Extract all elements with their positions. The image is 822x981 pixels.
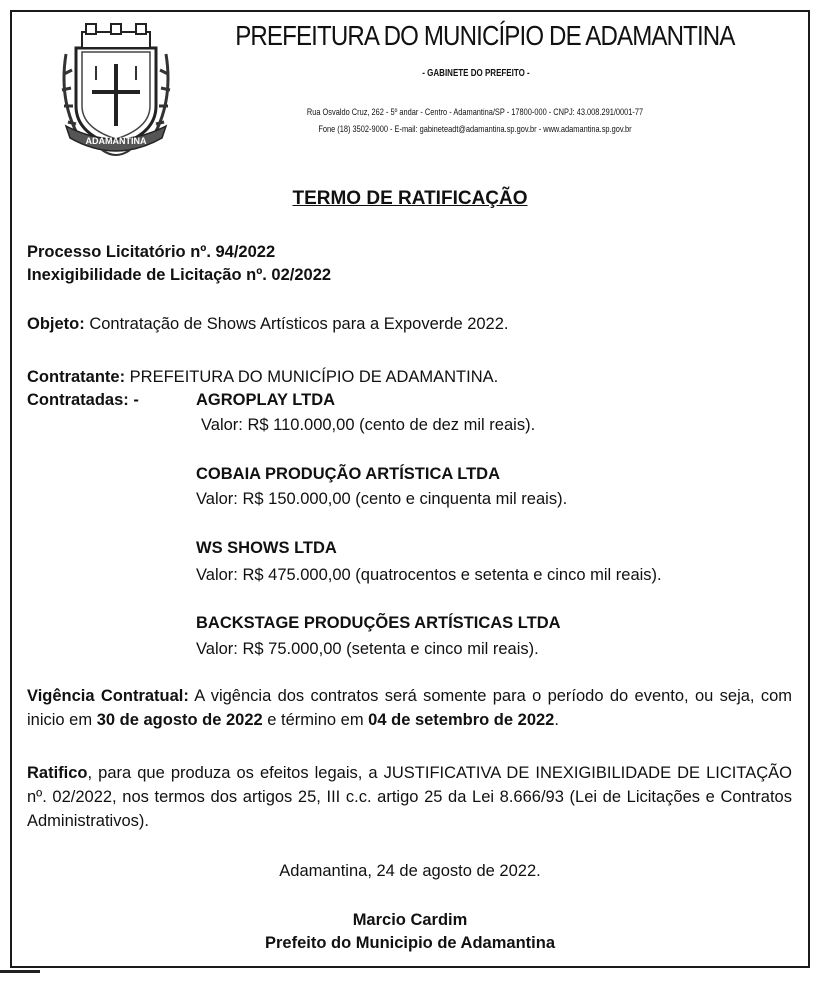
- ratify-text: , para que produza os efeitos legais, a JUSTIFICATIVA DE INEXIGIBILIDADE DE LICITAÇÃO nº. 02/2022, nos termos dos artigos 25, III c.c. artigo 25 da Lei 8.666/93 (Lei de Licitações e Contratos Administrativos).: [27, 764, 792, 830]
- validity-text-2: e término em: [262, 711, 369, 729]
- edge-mark: [0, 970, 40, 973]
- ratify-paragraph: [27, 761, 792, 833]
- municipal-crest-icon: [52, 14, 180, 164]
- contracted-name-1: AGROPLAY LTDA: [196, 391, 336, 409]
- contractor-label: Contratante:: [27, 368, 126, 386]
- validity-text-3: .: [554, 711, 559, 729]
- header-address: [245, 104, 705, 138]
- validity-start: 30 de agosto de 2022: [96, 711, 263, 729]
- signer-name: Marcio Cardim: [352, 911, 468, 929]
- header-address-line1: Rua Osvaldo Cruz, 262 - 5º andar - Centro - Adamantina/SP - 17800-000 - CNPJ: 43.008.291/0001-77: [306, 107, 644, 118]
- contracted-value-4: Valor: R$ 75.000,00 (setenta e cinco mil reais).: [196, 640, 539, 658]
- validity-end: 04 de setembro de 2022: [368, 711, 555, 729]
- validity-label: Vigência Contratual:: [27, 687, 189, 705]
- validity-text-1: A vigência dos contratos será somente para o período do evento, ou seja, com inicio em: [27, 687, 792, 729]
- contractor-line: [27, 366, 498, 388]
- contracted-name-2: COBAIA PRODUÇÃO ARTÍSTICA LTDA: [196, 465, 501, 483]
- contracted-value-2: Valor: R$ 150.000,00 (cento e cinquenta mil reais).: [196, 490, 568, 508]
- contracted-name-3: WS SHOWS LTDA: [196, 539, 337, 557]
- contracted-label: Contratadas: -: [27, 391, 139, 409]
- inexigibility-number: Inexigibilidade de Licitação nº. 02/2022: [27, 266, 332, 284]
- validity-paragraph: [27, 684, 792, 732]
- signer-title: Prefeito do Municipio de Adamantina: [265, 934, 555, 952]
- object-line: [27, 313, 509, 335]
- header-subtitle: - GABINETE DO PREFEITO -: [422, 68, 530, 79]
- crest-ribbon-text: ADAMANTINA: [85, 136, 147, 146]
- contracted-value-3: Valor: R$ 475.000,00 (quatrocentos e setenta e cinco mil reais).: [196, 566, 662, 584]
- object-label: Objeto:: [27, 315, 85, 333]
- contracted-value-1: Valor: R$ 110.000,00 (cento de dez mil reais).: [201, 416, 536, 434]
- header-title: PREFEITURA DO MUNICÍPIO DE ADAMANTINA: [235, 20, 735, 51]
- contracted-name-4: BACKSTAGE PRODUÇÕES ARTÍSTICAS LTDA: [196, 614, 561, 632]
- place-date: Adamantina, 24 de agosto de 2022.: [279, 862, 541, 880]
- header-address-line2: Fone (18) 3502-9000 - E-mail: gabineteadt@adamantina.sp.gov.br - www.adamantina.sp.gov.br: [318, 124, 632, 135]
- object-text: Contratação de Shows Artísticos para a Expoverde 2022.: [84, 315, 509, 333]
- process-number: Processo Licitatório nº. 94/2022: [27, 243, 276, 261]
- document-title: TERMO DE RATIFICAÇÃO: [292, 188, 528, 209]
- contractor-text: PREFEITURA DO MUNICÍPIO DE ADAMANTINA.: [125, 368, 499, 386]
- ratify-label: Ratifico: [27, 764, 88, 782]
